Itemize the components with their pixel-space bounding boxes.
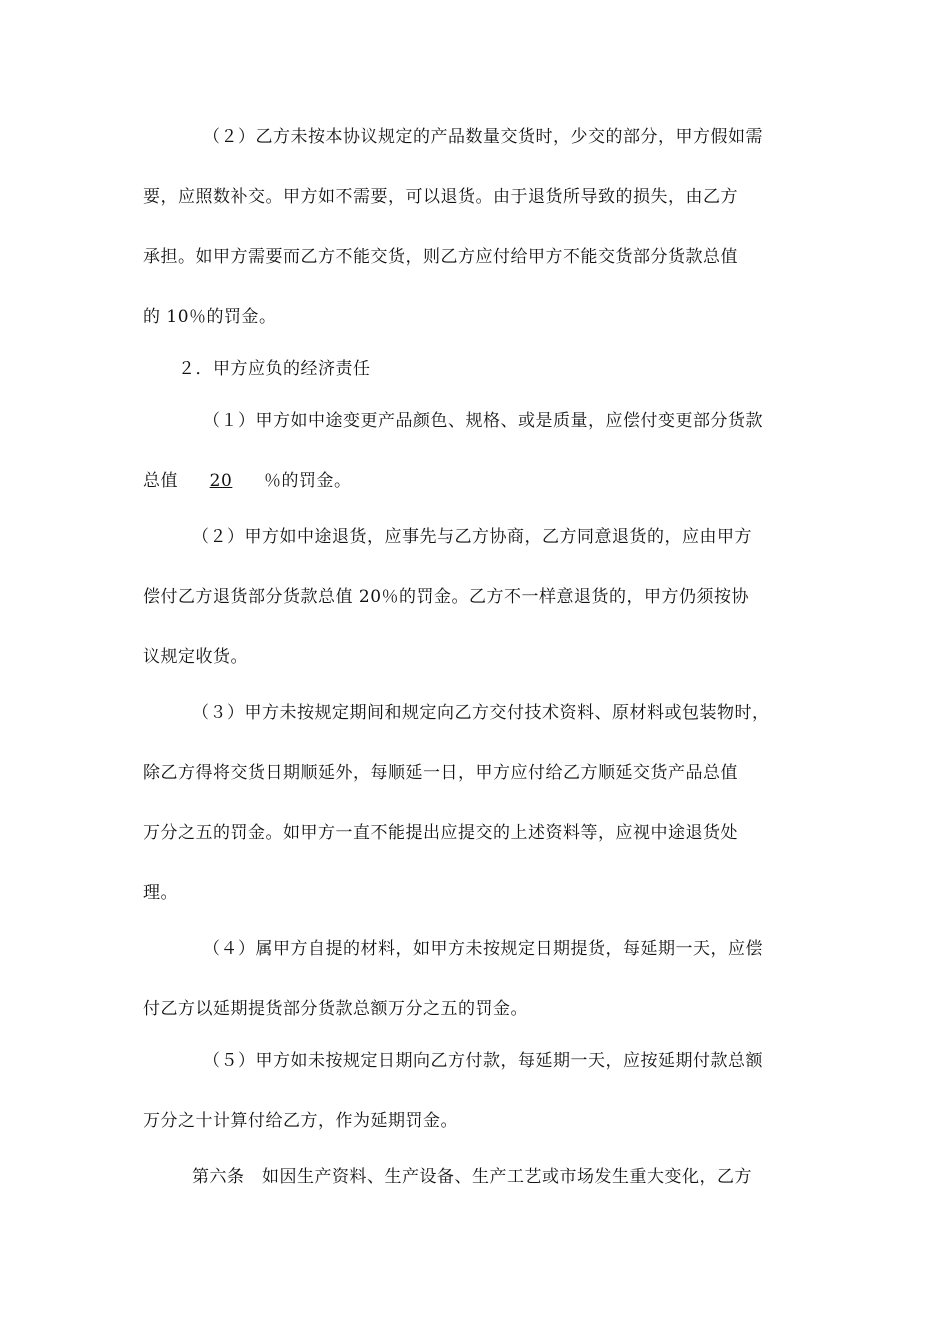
paragraph-line: 万分之五的罚金。如甲方一直不能提出应提交的上述资料等，应视中途退货处 xyxy=(143,823,738,843)
paragraph-line: （１）甲方如中途变更产品颜色、规格、或是质量，应偿付变更部分货款 xyxy=(203,411,763,431)
paragraph-line: （３）甲方未按规定期间和规定向乙方交付技术资料、原材料或包装物时， xyxy=(192,703,770,723)
text-segment: 总值 xyxy=(143,471,178,491)
paragraph-line xyxy=(143,470,352,492)
paragraph-line: 议规定收货。 xyxy=(143,647,248,667)
paragraph-line: （５）甲方如未按规定日期向乙方付款，每延期一天，应按延期付款总额 xyxy=(203,1051,763,1071)
paragraph-line: （２）乙方未按本协议规定的产品数量交货时，少交的部分，甲方假如需 xyxy=(203,127,763,147)
paragraph-line: 付乙方以延期提货部分货款总额万分之五的罚金。 xyxy=(143,999,528,1019)
paragraph-line: 要，应照数补交。甲方如不需要，可以退货。由于退货所导致的损失，由乙方 xyxy=(143,187,738,207)
paragraph-line: （２）甲方如中途退货，应事先与乙方协商，乙方同意退货的，应由甲方 xyxy=(192,527,752,547)
paragraph-line: 偿付乙方退货部分货款总值 20％的罚金。乙方不一样意退货的，甲方仍须按协 xyxy=(143,587,750,607)
section-heading: ２．甲方应负的经济责任 xyxy=(178,359,371,379)
article-heading-line: 第六条 如因生产资料、生产设备、生产工艺或市场发生重大变化，乙方 xyxy=(192,1167,752,1187)
blank-field-value: 20 xyxy=(209,471,233,491)
text-segment: ％的罚金。 xyxy=(264,471,352,491)
paragraph-line: 理。 xyxy=(143,883,178,903)
paragraph-line: 除乙方得将交货日期顺延外，每顺延一日，甲方应付给乙方顺延交货产品总值 xyxy=(143,763,738,783)
paragraph-line: 万分之十计算付给乙方，作为延期罚金。 xyxy=(143,1111,458,1131)
paragraph-line: 承担。如甲方需要而乙方不能交货，则乙方应付给甲方不能交货部分货款总值 xyxy=(143,247,738,267)
paragraph-line: （４）属甲方自提的材料，如甲方未按规定日期提货，每延期一天，应偿 xyxy=(203,939,763,959)
paragraph-line: 的 10％的罚金。 xyxy=(143,307,277,327)
